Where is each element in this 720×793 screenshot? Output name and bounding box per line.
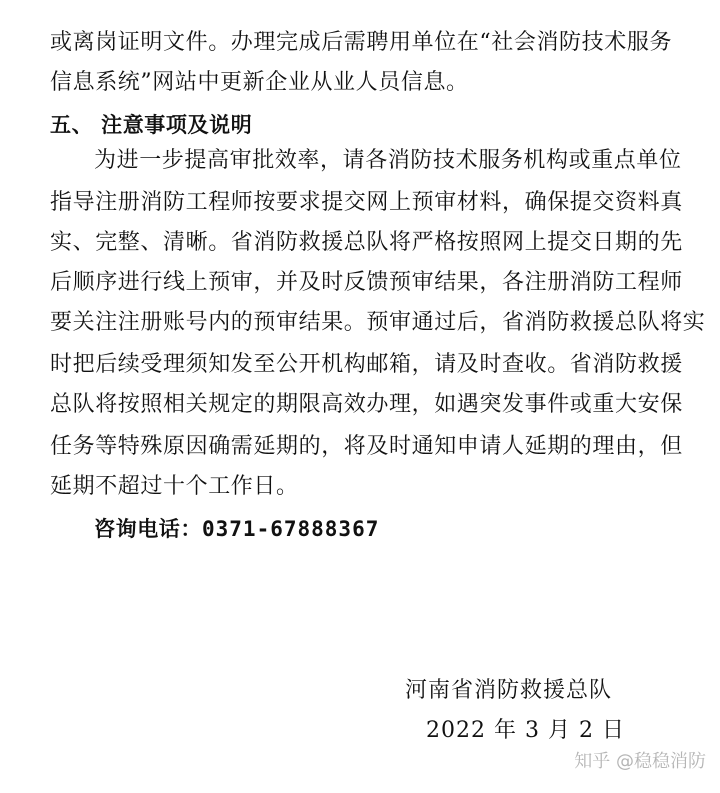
watermark: 知乎 @稳稳消防 [574, 751, 706, 772]
text-line: 后顺序进行线上预审，并及时反馈预审结果，各注册消防工程师 [50, 270, 683, 295]
signature-organization: 河南省消防救援总队 [405, 678, 613, 703]
text-line: 总队将按照相关规定的期限高效办理，如遇突发事件或重大安保 [50, 392, 683, 417]
text-line: 为进一步提高审批效率，请各消防技术服务机构或重点单位 [94, 148, 682, 173]
text-line: 实、完整、清晰。省消防救援总队将严格按照网上提交日期的先 [50, 230, 683, 255]
text-line: 要关注注册账号内的预审结果。预审通过后，省消防救援总队将实 [50, 310, 706, 335]
contact-label: 咨询电话： [94, 517, 202, 541]
signature-date: 2022 年 3 月 2 日 [426, 718, 625, 743]
text-line: 或离岗证明文件。办理完成后需聘用单位在“社会消防技术服务 [50, 30, 673, 55]
text-line: 任务等特殊原因确需延期的，将及时通知申请人延期的理由，但 [50, 434, 683, 459]
section-heading: 五、 注意事项及说明 [50, 113, 253, 137]
contact-line [94, 514, 379, 544]
text-line: 延期不超过十个工作日。 [50, 474, 299, 499]
text-line: 指导注册消防工程师按要求提交网上预审材料，确保提交资料真 [50, 190, 683, 215]
text-line: 时把后续受理须知发至公开机构邮箱，请及时查收。省消防救援 [50, 352, 683, 377]
text-line: 信息系统”网站中更新企业从业人员信息。 [50, 70, 469, 95]
contact-phone: 0371-67888367 [202, 517, 380, 541]
